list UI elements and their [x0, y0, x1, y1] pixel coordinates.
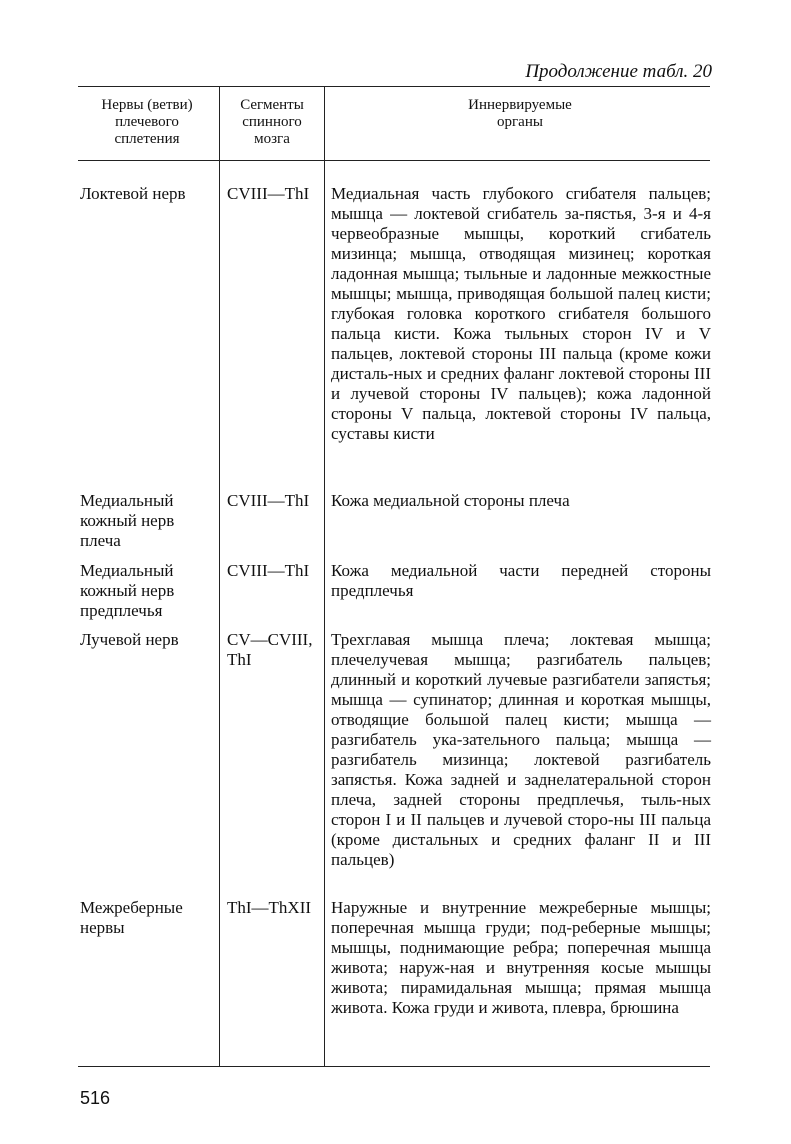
header-rule: [78, 160, 710, 161]
page-number: 516: [80, 1088, 111, 1108]
top-rule: [78, 86, 710, 87]
header-organs: Иннервируемые органы: [468, 97, 572, 130]
innervated-organs: Наружные и внутренние межреберные мышцы; поперечная мышца груди; под-реберные мышцы; мышцы, поднимающие ребра; поперечная мышца живота; наруж-ная и внутренняя косые мышцы живота; пирамидальная мышца; прямая мышца живота. Кожа груди и живота, плевра, брюшина: [331, 898, 711, 1017]
nerve-name: Межреберные нервы: [80, 898, 183, 937]
column-divider-2: [324, 86, 325, 1066]
nerve-name: Медиальный кожный нерв предплечья: [80, 561, 175, 620]
segment-range: CVIII—ThI: [227, 184, 310, 203]
segment-range: CVIII—ThI: [227, 491, 310, 510]
innervated-organs: Трехглавая мышца плеча; локтевая мышца; плечелучевая мышца; разгибатель пальцев; длинный и короткий лучевые разгибатели запястья; мышца — супинатор; длинная и короткая мышцы, отводящие большой палец кисти; мышца — разгибатель ука-зательного пальца; мышца — разгибатель мизинца; локтевой разгибатель запястья. Кожа задней и заднелатеральной сторон плеча, задней стороны предплечья, тыль-ных сторон I и II пальцев и лучевой сторо-ны III пальца (кроме дистальных и средних фаланг II и III пальцев): [331, 630, 711, 869]
header-segments: Сегменты спинного мозга: [240, 97, 304, 147]
innervated-organs: Медиальная часть глубокого сгибателя пальцев; мышца — локтевой сгибатель за-пястья, 3-я и 4-я червеобразные мышцы, короткий сгибатель мизинца; мышца, отводящая мизинец; короткая ладонная мышца; тыльные и ладонные межкостные мышцы; мышца, приводящая большой палец кисти; глубокая головка короткого сгибателя большого пальца кисти. Кожа тыльных сторон IV и V пальцев, локтевой стороны III пальца (кроме кожи дисталь-ных и средних фаланг локтевой стороны III и лучевой стороны IV пальцев); кожа ладонной стороны V пальца, локтевой стороны IV пальца, суставы кисти: [331, 184, 711, 443]
header-nerves: Нервы (ветви) плечевого сплетения: [101, 97, 193, 147]
column-divider-1: [219, 86, 220, 1066]
segment-range: CVIII—ThI: [227, 561, 310, 580]
innervated-organs: Кожа медиальной части передней стороны предплечья: [331, 561, 711, 600]
segment-range: ThI—ThXII: [227, 898, 312, 917]
table-caption: Продолжение табл. 20: [525, 61, 712, 82]
nerve-name: Локтевой нерв: [80, 184, 186, 203]
bottom-rule: [78, 1066, 710, 1067]
nerve-name: Медиальный кожный нерв плеча: [80, 491, 175, 550]
nerve-name: Лучевой нерв: [80, 630, 179, 649]
innervated-organs: Кожа медиальной стороны плеча: [331, 491, 570, 510]
segment-range: CV—CVIII, ThI: [227, 630, 313, 669]
